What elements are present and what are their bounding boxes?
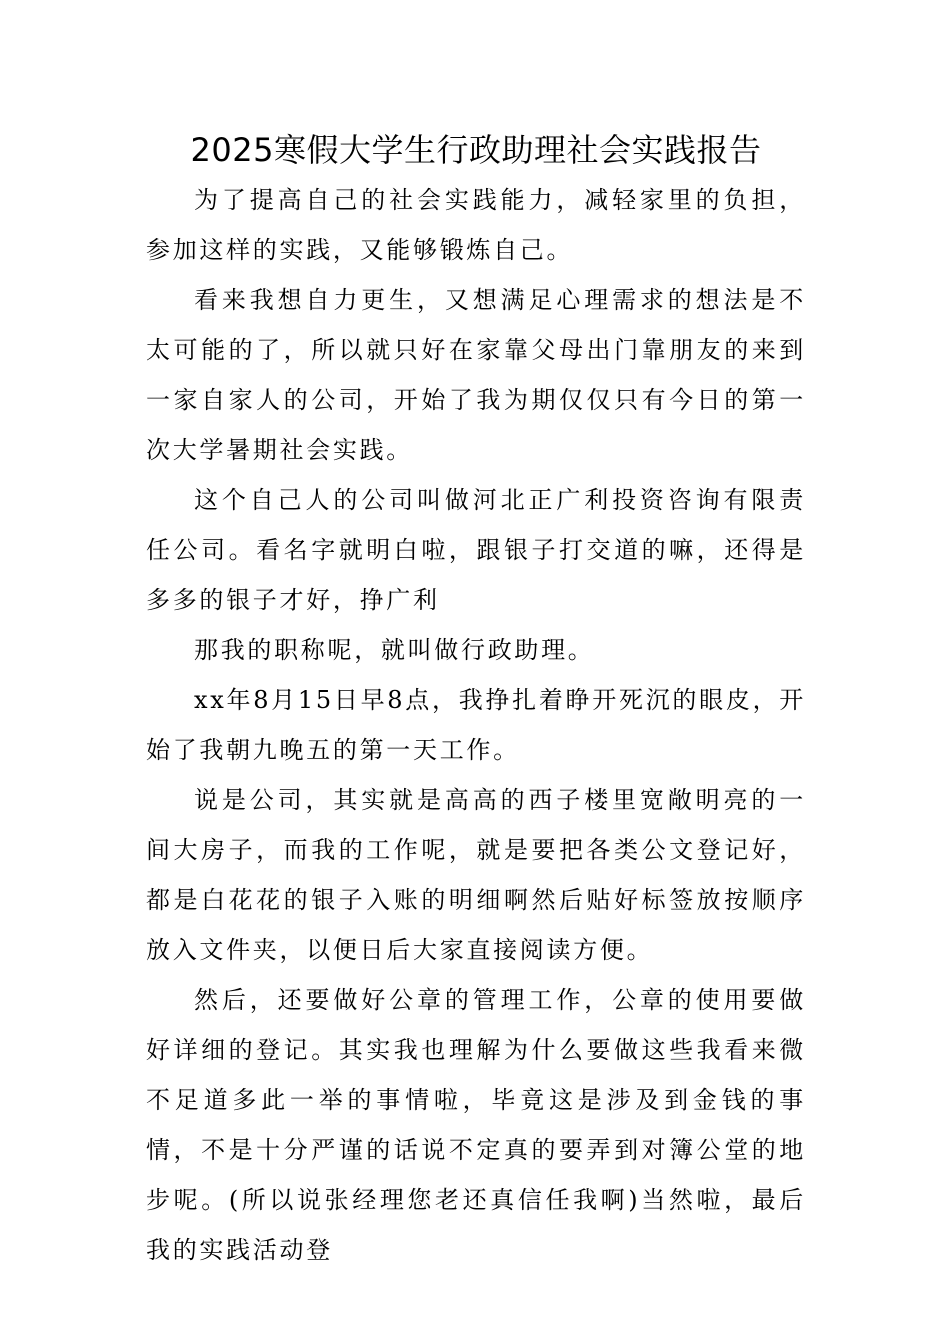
paragraph-4: 那我的职称呢，就叫做行政助理。 [194,636,595,664]
paragraph-7: 然后，还要做好公章的管理工作，公章的使用要做好详细的登记。其实我也理解为什么要做这些我看来微不足道多此一举的事情啦，毕竟这是涉及到金钱的事情，不是十分严谨的话说不定真的要弄到对簿公堂的地步呢。(所以说张经理您老还真信任我啊)当然啦，最后我的实践活动登 [146,986,806,1264]
paragraph-1: 为了提高自己的社会实践能力，减轻家里的负担，参加这样的实践，又能够锻炼自己。 [146,186,806,264]
document-page [146,126,806,1275]
paragraph-2: 看来我想自力更生，又想满足心理需求的想法是不太可能的了，所以就只好在家靠父母出门靠朋友的来到一家自家人的公司，开始了我为期仅仅只有今日的第一次大学暑期社会实践。 [146,286,806,464]
paragraph-6: 说是公司，其实就是高高的西子楼里宽敞明亮的一间大房子，而我的工作呢，就是要把各类公文登记好，都是白花花的银子入账的明细啊然后贴好标签放按顺序放入文件夹，以便日后大家直接阅读方便。 [146,786,806,964]
paragraph-5: xx年8月15日早8点，我挣扎着睁开死沉的眼皮，开始了我朝九晚五的第一天工作。 [146,686,806,764]
document-title: 2025寒假大学生行政助理社会实践报告 [190,131,762,169]
paragraph-3: 这个自己人的公司叫做河北正广利投资咨询有限责任公司。看名字就明白啦，跟银子打交道的嘛，还得是多多的银子才好，挣广利 [146,486,806,614]
document-body [146,175,806,1275]
